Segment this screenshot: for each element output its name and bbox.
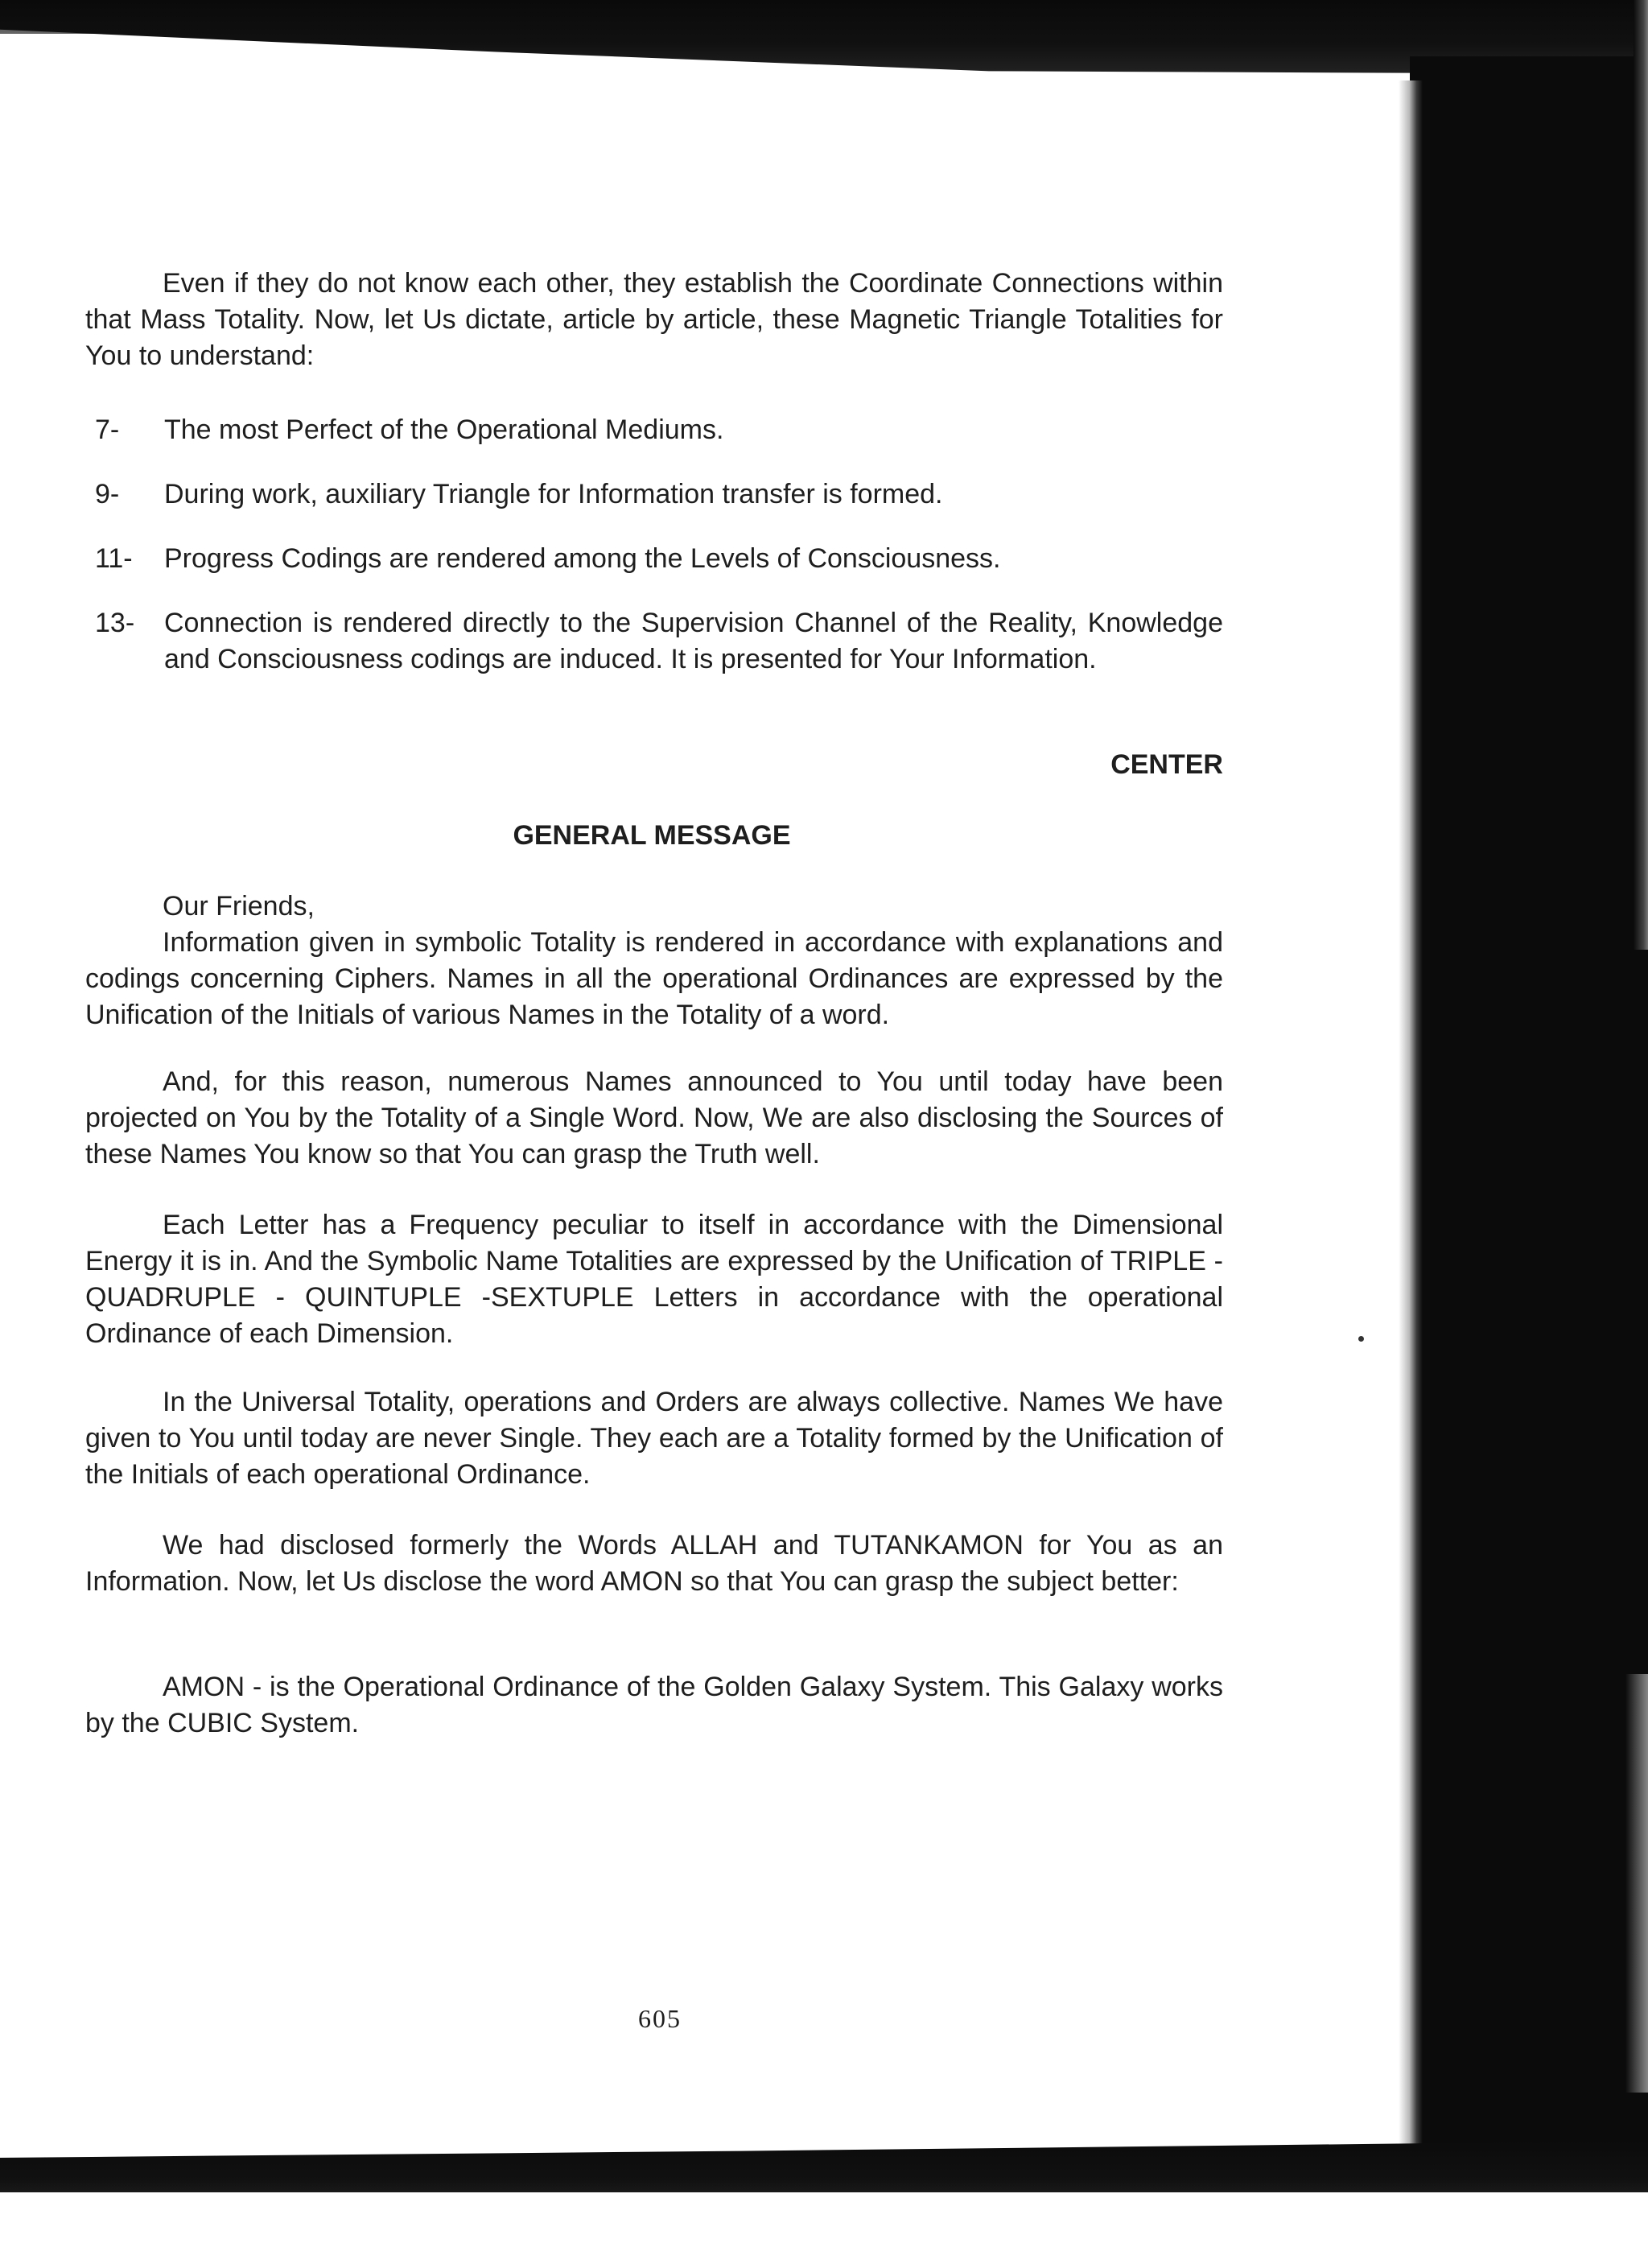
body-paragraph: Each Letter has a Frequency peculiar to itself in accordance with the Dimensional Energy it is in. And the Symbolic Name Totalities are expressed by the Unification of TRIPLE - QUADRUPLE - QUINTUPLE -SEXTUPLE Letters in accordance with the operational Ordinance of each Dimension.: [85, 1210, 1223, 1349]
list-number: 7-: [95, 414, 120, 445]
message-title: GENERAL MESSAGE: [513, 820, 791, 851]
page-gutter-shadow: [1399, 80, 1423, 2149]
scan-edge-right: [1410, 56, 1648, 2268]
list-text: During work, auxiliary Triangle for Information transfer is formed.: [164, 479, 943, 509]
body-paragraph: And, for this reason, numerous Names announced to You until today have been projected on You by the Totality of a Single Word. Now, We are also disclosing the Sources of these Names You know so that You can grasp the Truth well.: [85, 1066, 1223, 1169]
list-text: Progress Codings are rendered among the Levels of Consciousness.: [164, 543, 1001, 574]
scan-edge-right-highlight-lower: [1625, 1674, 1648, 2093]
list-text: Connection is rendered directly to the Supervision Channel of the Reality, Knowledge and Consciousness codings are induced. It is presented for Your Information.: [164, 608, 1223, 674]
scan-speck: [1358, 1336, 1364, 1342]
body-paragraph: In the Universal Totality, operations and Orders are always collective. Names We have given to You until today are never Single. They each are a Totality formed by the Unification of the Initials of each operational Ordinance.: [85, 1387, 1223, 1490]
body-paragraph: We had disclosed formerly the Words ALLAH and TUTANKAMON for You as an Information. Now, let Us disclose the word AMON so that You can grasp the subject better:: [85, 1530, 1223, 1597]
body-paragraph: Information given in symbolic Totality is rendered in accordance with explanations and codings concerning Ciphers. Names in all the operational Ordinances are expressed by the Unification of the Initials of various Names in the Totality of a word.: [85, 927, 1223, 1030]
scan-edge-right-highlight: [1634, 0, 1648, 950]
scan-edge-bottom: [0, 2141, 1648, 2197]
list-number: 9-: [95, 479, 120, 509]
scan-margin-bottom: [0, 2192, 1648, 2268]
list-text: The most Perfect of the Operational Mediums.: [164, 414, 724, 445]
page-number: 605: [638, 2004, 682, 2033]
salutation: Our Friends,: [163, 891, 315, 922]
body-paragraph: AMON - is the Operational Ordinance of the Golden Galaxy System. This Galaxy works by the CUBIC System.: [85, 1672, 1223, 1738]
list-number: 13-: [95, 608, 135, 638]
intro-paragraph: Even if they do not know each other, they establish the Coordinate Connections within that Mass Totality. Now, let Us dictate, article by article, these Magnetic Triangle Totalities for You to understand:: [85, 268, 1223, 371]
list-number: 11-: [95, 543, 133, 574]
scan-edge-top: [0, 0, 1648, 74]
signature-center: CENTER: [1110, 749, 1223, 780]
